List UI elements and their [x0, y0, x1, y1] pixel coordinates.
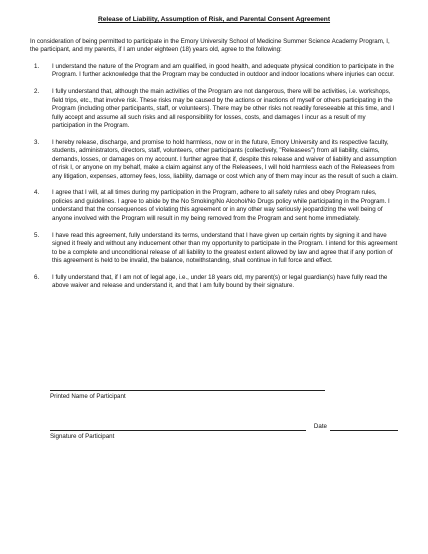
date-field	[314, 423, 398, 431]
item-text: I hereby release, discharge, and promise to hold harmless, now or in the future, Emory University and its respective faculty, students, administrators, directors, staff, volunteers, other participants (collectively, "Releasees") from all liability, claims, demands, losses, or damages on my account. I further agree that if, despite this release and waiver of liability and assumption of risk I, or anyone on my behalf, make a claim against any of the Releasees, I will hold harmless each of the Releasees from any litigation, expenses, attorney fees, loss, liability, damage or cost which any of them may incur as the result of such a claim.	[52, 138, 398, 180]
signature-label: Signature of Participant	[50, 433, 115, 440]
item-number: 2.	[34, 88, 40, 95]
item-text: I understand the nature of the Program and am qualified, in good health, and adequate physical condition to participate in the Program. I further acknowledge that the Program may be conducted in outdoor and indoor locations where injuries can occur.	[52, 62, 395, 79]
intro-paragraph: In consideration of being permitted to participate in the Emory University School of Medicine Summer Science Academy Program, I, the participant, and my parents, if I am under eighteen (18) years old, agree to the following:	[30, 38, 390, 54]
printed-name-line[interactable]	[50, 390, 325, 391]
list-item	[30, 274, 398, 291]
date-label: Date	[313, 423, 327, 430]
list-item	[30, 189, 398, 223]
item-number: 6.	[34, 273, 40, 281]
terms-list	[30, 63, 398, 291]
list-item	[30, 88, 398, 131]
item-text: I agree that I will, at all times during my participation in the Program, adhere to all safety rules and obey Program rules, policies and guidelines. I agree to abide by the No Smoking/No Alcohol/No Drugs policy while participating in the Program. I understand that the consequences of violating this agreement or in any other way seriously jeopardizing the well being of anyone involved with the Program will result in my being removed from the Program and sent home immediately.	[52, 189, 390, 222]
item-text: I fully understand that, if I am not of legal age, i.e., under 18 years old, my parent(s) or legal guardian(s) have fully read the above waiver and release and understand it, and that I am fully bound by their signature.	[52, 273, 388, 290]
item-number: 4.	[34, 189, 40, 197]
item-number: 3.	[34, 138, 40, 146]
printed-name-label: Printed Name of Participant	[50, 393, 126, 400]
list-item	[30, 232, 398, 266]
list-item	[30, 139, 398, 182]
item-text: I fully understand that, although the main activities of the Program are not dangerous, there will be activities, i.e. workshops, field trips, etc., that involve risk. These risks may be caused by the actions or inactions of myself or others participating in the Program (including other participants, staff, or volunteers). There may be other risks not readily foreseeable at this time, and I fully accept and assume all such risks and all responsibility for losses, costs, and damages I incur as a result of my participation in the Program.	[52, 88, 395, 129]
item-number: 5.	[34, 231, 40, 239]
date-line[interactable]	[330, 430, 398, 431]
item-number: 1.	[34, 62, 40, 70]
item-text: I have read this agreement, fully understand its terms, understand that I have given up certain rights by signing it and have signed it freely and without any inducement other than my opportunity to participate in the Program. I intend for this agreement to be a complete and unconditional release of all liability to the greatest extent allowed by law and agree that if any portion of this agreement is held to be invalid, the balance, notwithstanding, shall continue in full force and effect.	[52, 231, 398, 265]
document-title: Release of Liability, Assumption of Risk, and Parental Consent Agreement	[97, 16, 331, 23]
list-item	[30, 63, 398, 80]
signature-block	[50, 390, 398, 441]
signature-line[interactable]	[50, 430, 306, 431]
signature-row	[50, 423, 398, 431]
